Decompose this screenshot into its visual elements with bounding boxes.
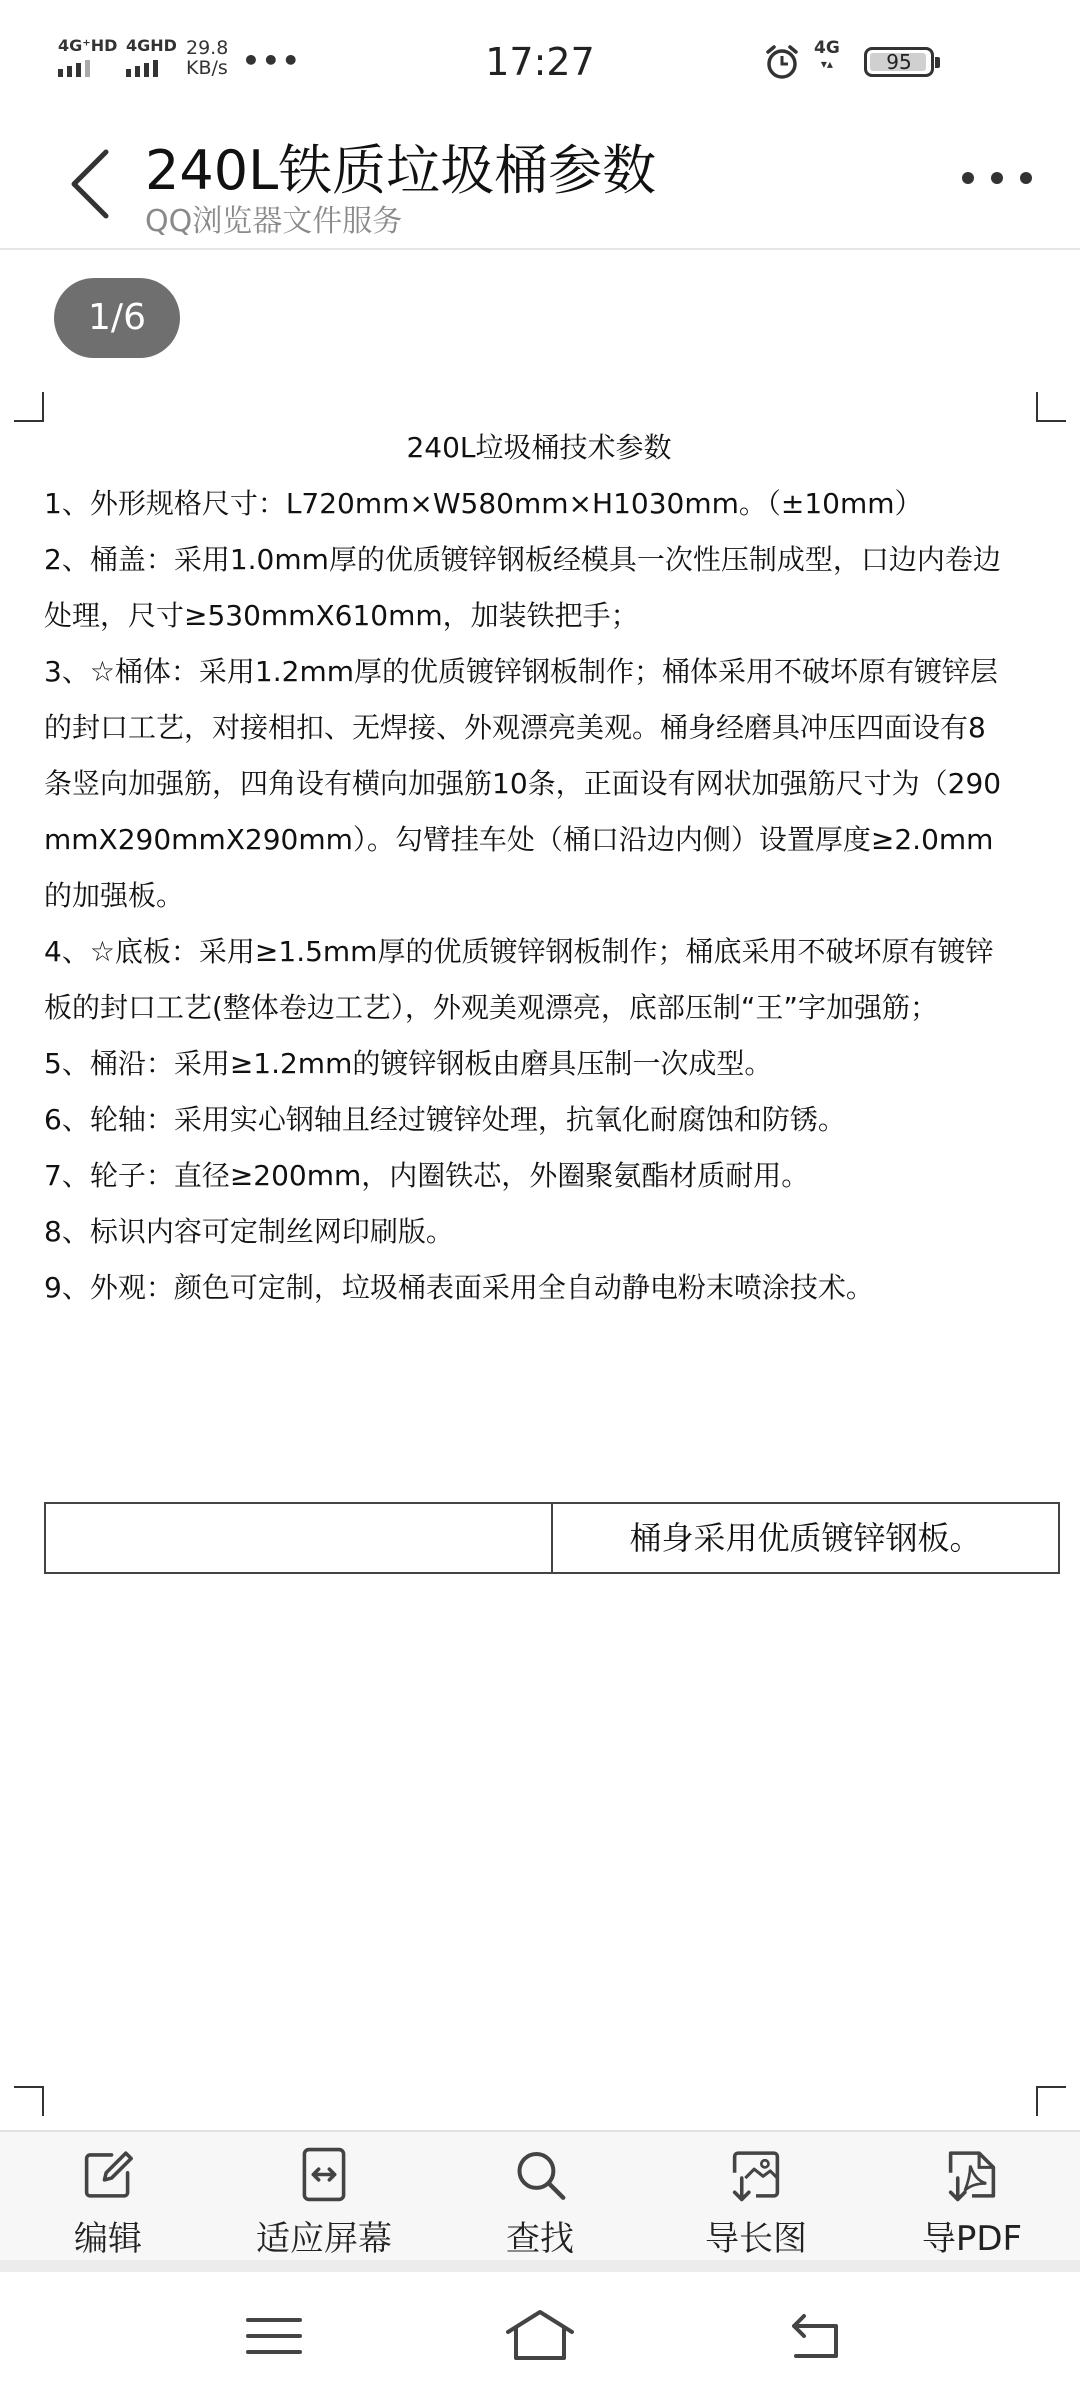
more-options-button[interactable] [962, 166, 1032, 190]
table-cell-empty [46, 1504, 553, 1572]
status-bar [0, 0, 1080, 110]
fit-screen-label: 适应屏幕 [256, 2219, 392, 2259]
document-line: 1、外形规格尺寸：L720mm×W580mm×H1030mm。（±10mm） [44, 487, 923, 520]
document-line: 4、☆底板：采用≥1.5mm厚的优质镀锌钢板制作；桶底采用不破坏原有镀锌 [44, 935, 994, 968]
edit-icon [76, 2146, 140, 2203]
sim2-label: 4GHD [126, 36, 177, 55]
document-line: 8、标识内容可定制丝网印刷版。 [44, 1215, 454, 1248]
document-line: 3、☆桶体：采用1.2mm厚的优质镀锌钢板制作；桶体采用不破坏原有镀锌层 [44, 655, 998, 688]
document-line: 2、桶盖：采用1.0mm厚的优质镀锌钢板经模具一次性压制成型，口边内卷边 [44, 543, 1001, 576]
menu-icon[interactable] [234, 2306, 314, 2366]
document-line: 的加强板。 [44, 879, 185, 912]
export-long-image-icon [724, 2146, 788, 2203]
edit-label: 编辑 [74, 2219, 142, 2259]
dot-icon [1020, 172, 1032, 184]
find-button[interactable] [432, 2132, 648, 2260]
find-label: 查找 [506, 2219, 574, 2259]
table-cell-note: 桶身采用优质镀锌钢板。 [629, 1519, 982, 1557]
page-corner-mark [1036, 2086, 1066, 2116]
back-icon[interactable] [780, 2306, 860, 2366]
search-icon [508, 2146, 572, 2203]
document-line: 板的封口工艺(整体卷边工艺），外观美观漂亮，底部压制“王”字加强筋； [44, 991, 938, 1024]
network-speed-value: 29.8 [186, 37, 229, 59]
document-line: mmX290mmX290mm）。勾臂挂车处（桶口沿边内侧）设置厚度≥2.0mm [44, 823, 994, 856]
page-indicator: 1/6 [54, 278, 180, 358]
page-corner-mark [14, 2086, 44, 2116]
mobile-data-icon: 4G ▾▴ [814, 38, 840, 71]
battery-level: 95 [886, 50, 912, 74]
document-line: 处理，尺寸≥530mmX610mm，加装铁把手； [44, 599, 639, 632]
page-corner-mark [1036, 392, 1066, 422]
page-title: 240L铁质垃圾桶参数 [145, 139, 657, 202]
export-long-image-button[interactable] [648, 2132, 864, 2260]
mobile-data-label: 4G [814, 38, 840, 58]
sim1-label: 4G⁺HD [58, 36, 118, 55]
document-body [44, 476, 1044, 1316]
export-pdf-icon [940, 2146, 1004, 2203]
toolbar-divider [0, 2260, 1080, 2272]
back-button[interactable] [60, 144, 120, 224]
document-line: 条竖向加强筋，四角设有横向加强筋10条，正面设有网状加强筋尺寸为（290 [44, 767, 1002, 800]
document-line: 的封口工艺，对接相扣、无焊接、外观漂亮美观。桶身经磨具冲压四面设有8 [44, 711, 986, 744]
clock: 17:27 [485, 40, 595, 84]
dot-icon [991, 172, 1003, 184]
battery-icon [864, 47, 934, 77]
more-notifications-icon: ••• [242, 44, 302, 77]
document-line: 6、轮轴：采用实心钢轴且经过镀锌处理，抗氧化耐腐蚀和防锈。 [44, 1103, 846, 1136]
document-table [44, 1502, 1060, 1574]
export-pdf-label: 导PDF [921, 2219, 1023, 2259]
document-heading: 240L垃圾桶技术参数 [406, 431, 672, 464]
document-line: 7、轮子：直径≥200mm，内圈铁芯，外圈聚氨酯材质耐用。 [44, 1159, 810, 1192]
network-speed-unit: KB/s [186, 57, 228, 79]
fit-screen-icon [292, 2146, 356, 2203]
page-subtitle: QQ浏览器文件服务 [145, 204, 403, 239]
export-pdf-button[interactable] [864, 2132, 1080, 2260]
export-long-image-label: 导长图 [705, 2219, 807, 2259]
system-navigation-bar [0, 2272, 1080, 2400]
edit-button[interactable] [0, 2132, 216, 2260]
alarm-icon [764, 44, 800, 80]
bottom-toolbar [0, 2130, 1080, 2260]
document-line: 5、桶沿：采用≥1.2mm的镀锌钢板由磨具压制一次成型。 [44, 1047, 773, 1080]
home-icon[interactable] [500, 2306, 580, 2366]
page-corner-mark [14, 392, 44, 422]
document-page[interactable] [44, 420, 1044, 1316]
dot-icon [962, 172, 974, 184]
fit-screen-button[interactable] [216, 2132, 432, 2260]
app-header [0, 110, 1080, 250]
document-line: 9、外观：颜色可定制，垃圾桶表面采用全自动静电粉末喷涂技术。 [44, 1271, 874, 1304]
